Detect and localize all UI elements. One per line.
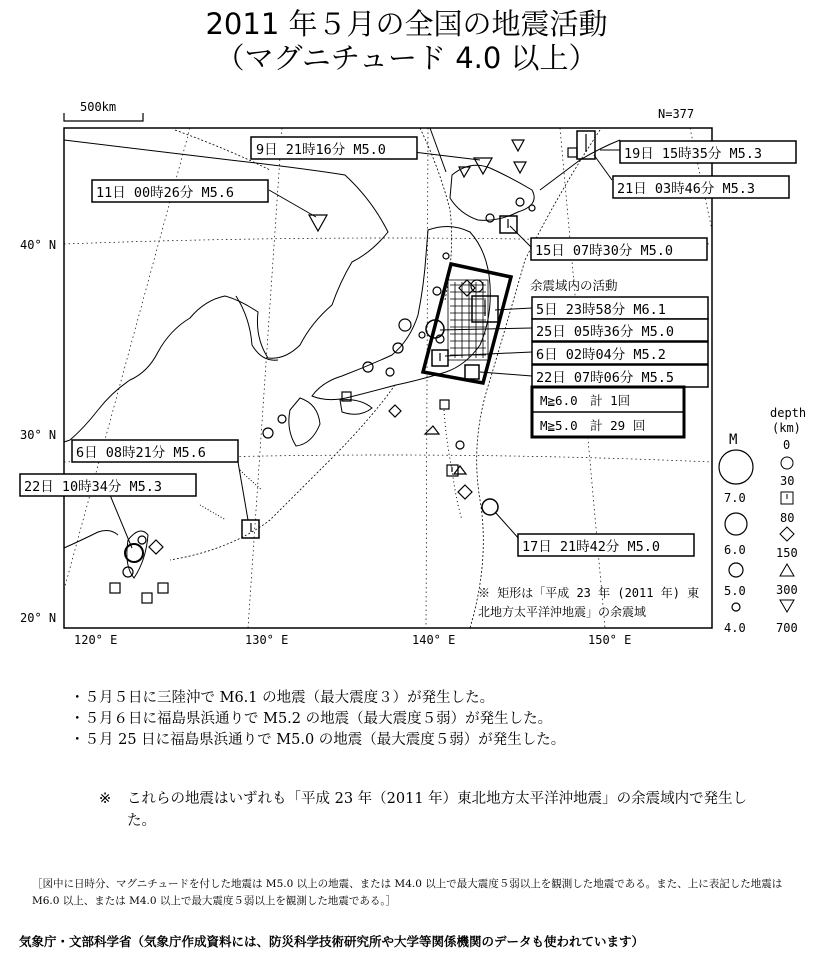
- scale-bar: [64, 100, 143, 121]
- svg-text:140° E: 140° E: [412, 633, 456, 647]
- svg-text:6日 02時04分 M5.2: 6日 02時04分 M5.2: [536, 347, 666, 363]
- rect-note-line2: 北地方太平洋沖地震」の余震域: [478, 605, 647, 619]
- svg-text:5.0: 5.0: [724, 584, 746, 598]
- bullet-item: ・５月 25 日に福島県浜通りで M5.0 の地震（最大震度５弱）が発生した。: [70, 732, 566, 748]
- depth-legend: [770, 406, 806, 635]
- count-m5: M≧5.0 計 29 回: [540, 418, 646, 433]
- aftershock-area-label: 余震域内の活動: [530, 278, 618, 293]
- svg-text:25日 05時36分 M5.0: 25日 05時36分 M5.0: [536, 324, 675, 340]
- svg-text:40° N: 40° N: [20, 238, 57, 252]
- callout-label: [518, 534, 694, 556]
- svg-text:4.0: 4.0: [724, 621, 746, 635]
- svg-text:(km): (km): [772, 421, 801, 435]
- callout-label: [613, 176, 789, 198]
- scale-label: 500km: [80, 100, 117, 114]
- svg-text:30° N: 30° N: [20, 428, 57, 442]
- svg-text:M: M: [729, 432, 738, 448]
- svg-text:0: 0: [783, 438, 791, 452]
- page-title: 2011 年５月の全国の地震活動: [205, 7, 608, 41]
- callout-label: [532, 319, 708, 341]
- callout-label: [531, 238, 707, 260]
- svg-text:6.0: 6.0: [724, 543, 746, 557]
- legend-explanation: ［図中に日時分、マグニチュードを付した地震は M5.0 以上の地震、または M4.0 以上で最大震度５弱以上を観測した地震である。また、上に表記した地震は M6.0 以上、または M4.0 以上で最大震度５弱以上を観測した地震である。］: [32, 878, 783, 907]
- note-mark: ※: [99, 791, 112, 807]
- svg-text:150: 150: [776, 546, 798, 560]
- callout-label: [72, 440, 238, 462]
- count-m6: M≧6.0 計 1回: [540, 393, 631, 408]
- svg-text:22日 07時06分 M5.5: 22日 07時06分 M5.5: [536, 370, 675, 386]
- svg-text:300: 300: [776, 583, 798, 597]
- svg-text:21日 03時46分 M5.3: 21日 03時46分 M5.3: [617, 181, 756, 197]
- magnitude-legend: [719, 432, 753, 635]
- svg-text:17日 21時42分 M5.0: 17日 21時42分 M5.0: [522, 539, 661, 555]
- callout-label: [20, 474, 196, 496]
- rect-note-line1: ※ 矩形は「平成 23 年 (2011 年) 東: [478, 586, 700, 600]
- svg-text:11日 00時26分 M5.6: 11日 00時26分 M5.6: [96, 185, 235, 201]
- longitude-labels: [74, 633, 631, 647]
- svg-text:19日 15時35分 M5.3: 19日 15時35分 M5.3: [624, 146, 763, 162]
- seismicity-map: [0, 95, 813, 650]
- callout-label: [251, 137, 417, 159]
- svg-text:80: 80: [780, 511, 795, 525]
- note-text: これらの地震はいずれも「平成 23 年（2011 年）東北地方太平洋沖地震」の余震域内で発生した。: [127, 791, 748, 829]
- callout-labels: [20, 137, 796, 556]
- summary-bullets: [70, 688, 565, 751]
- svg-text:22日 10時34分 M5.3: 22日 10時34分 M5.3: [24, 479, 163, 495]
- svg-text:9日 21時16分 M5.0: 9日 21時16分 M5.0: [256, 142, 386, 158]
- svg-text:120° E: 120° E: [74, 633, 118, 647]
- callout-label: [532, 365, 708, 387]
- svg-text:6日 08時21分 M5.6: 6日 08時21分 M5.6: [76, 445, 206, 461]
- callout-label: [532, 297, 708, 319]
- count-box: [532, 387, 684, 437]
- latitude-labels: [20, 238, 56, 625]
- svg-text:30: 30: [780, 474, 795, 488]
- svg-text:700: 700: [776, 621, 798, 635]
- callout-label: [92, 180, 268, 202]
- svg-text:130° E: 130° E: [245, 633, 289, 647]
- svg-text:150° E: 150° E: [588, 633, 632, 647]
- svg-text:5日 23時58分 M6.1: 5日 23時58分 M6.1: [536, 302, 666, 318]
- page-subtitle: （マグニチュード 4.0 以上）: [215, 41, 598, 75]
- callout-label: [532, 342, 708, 364]
- event-count: N=377: [658, 107, 695, 121]
- svg-text:20° N: 20° N: [20, 611, 57, 625]
- bullet-item: ・５月６日に福島県浜通りで M5.2 の地震（最大震度５弱）が発生した。: [70, 711, 553, 727]
- aftershock-note: [99, 788, 767, 832]
- svg-text:7.0: 7.0: [724, 491, 746, 505]
- source-footer: 気象庁・文部科学省（気象庁作成資料には、防災科学技術研究所や大学等関係機関のデータも使われています）: [19, 934, 645, 949]
- svg-text:depth: depth: [770, 406, 807, 420]
- bullet-item: ・５月５日に三陸沖で M6.1 の地震（最大震度３）が発生した。: [70, 690, 495, 706]
- callout-label: [620, 141, 796, 163]
- aftershock-cluster: [448, 280, 488, 360]
- svg-text:15日 07時30分 M5.0: 15日 07時30分 M5.0: [535, 243, 674, 259]
